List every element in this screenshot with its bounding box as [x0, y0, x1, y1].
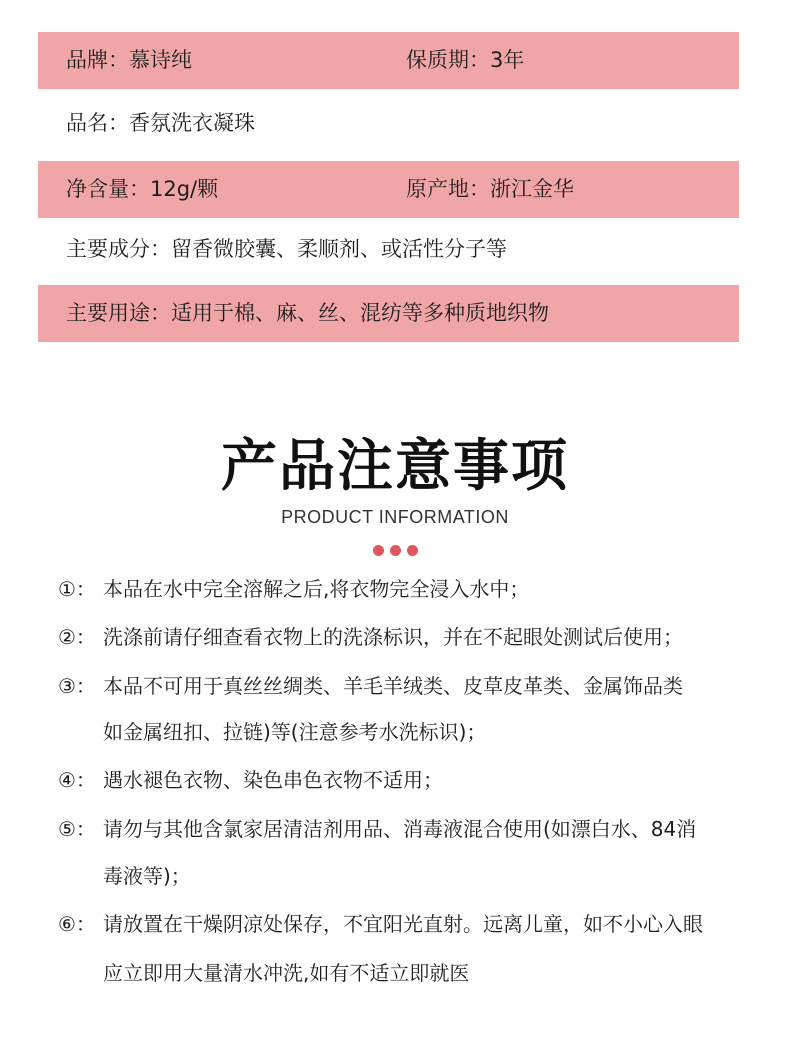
dot-icon [407, 545, 418, 556]
notice-title: 产品注意事项 [221, 434, 569, 499]
item-text-continued: 毒液等)； [103, 864, 191, 888]
item-text: 本品不可用于真丝丝绸类、羊毛羊绒类、皮草皮革类、金属饰品类 [103, 674, 683, 698]
notice-subtitle: PRODUCT INFORMATION [281, 507, 509, 527]
origin-text: 原产地：浙江金华 [406, 177, 574, 201]
item-marker: ③： [58, 674, 96, 698]
spec-row-brand [38, 32, 739, 89]
usage-text: 主要用途：适用于棉、麻、丝、混纺等多种质地织物 [66, 301, 549, 325]
ingredients-text: 主要成分：留香微胶囊、柔顺剂、或活性分子等 [66, 237, 507, 261]
item-marker: ④： [58, 768, 96, 792]
item-text: 请勿与其他含氯家居清洁剂用品、消毒液混合使用(如漂白水、84消 [103, 817, 697, 841]
dot-icon [390, 545, 401, 556]
spec-row-usage [38, 285, 739, 342]
item-text: 请放置在干燥阴凉处保存，不宜阳光直射。远离儿童，如不小心入眼 [103, 912, 703, 936]
item-text: 遇水褪色衣物、染色串色衣物不适用； [103, 768, 443, 792]
item-marker: ②： [58, 625, 96, 649]
item-text-continued: 如金属纽扣、拉链)等(注意参考水洗标识)； [103, 720, 487, 744]
spec-row-net-content [38, 161, 739, 218]
item-text-continued: 应立即用大量清水冲洗,如有不适立即就医 [103, 961, 470, 985]
item-marker: ⑥： [58, 912, 96, 936]
item-marker: ⑤： [58, 817, 96, 841]
product-name-text: 品名：香氛洗衣凝珠 [66, 111, 255, 135]
spec-row-ingredients [38, 221, 739, 278]
item-marker: ①： [58, 577, 96, 601]
item-text: 本品在水中完全溶解之后,将衣物完全浸入水中； [103, 577, 530, 601]
spec-row-product-name [38, 95, 739, 152]
decorative-dots [373, 545, 419, 557]
shelf-life-text: 保质期：3年 [406, 48, 525, 72]
item-text: 洗涤前请仔细查看衣物上的洗涤标识，并在不起眼处测试后使用； [103, 625, 683, 649]
brand-text: 品牌：慕诗纯 [66, 48, 192, 72]
net-content-text: 净含量：12g/颗 [66, 177, 219, 201]
dot-icon [373, 545, 384, 556]
